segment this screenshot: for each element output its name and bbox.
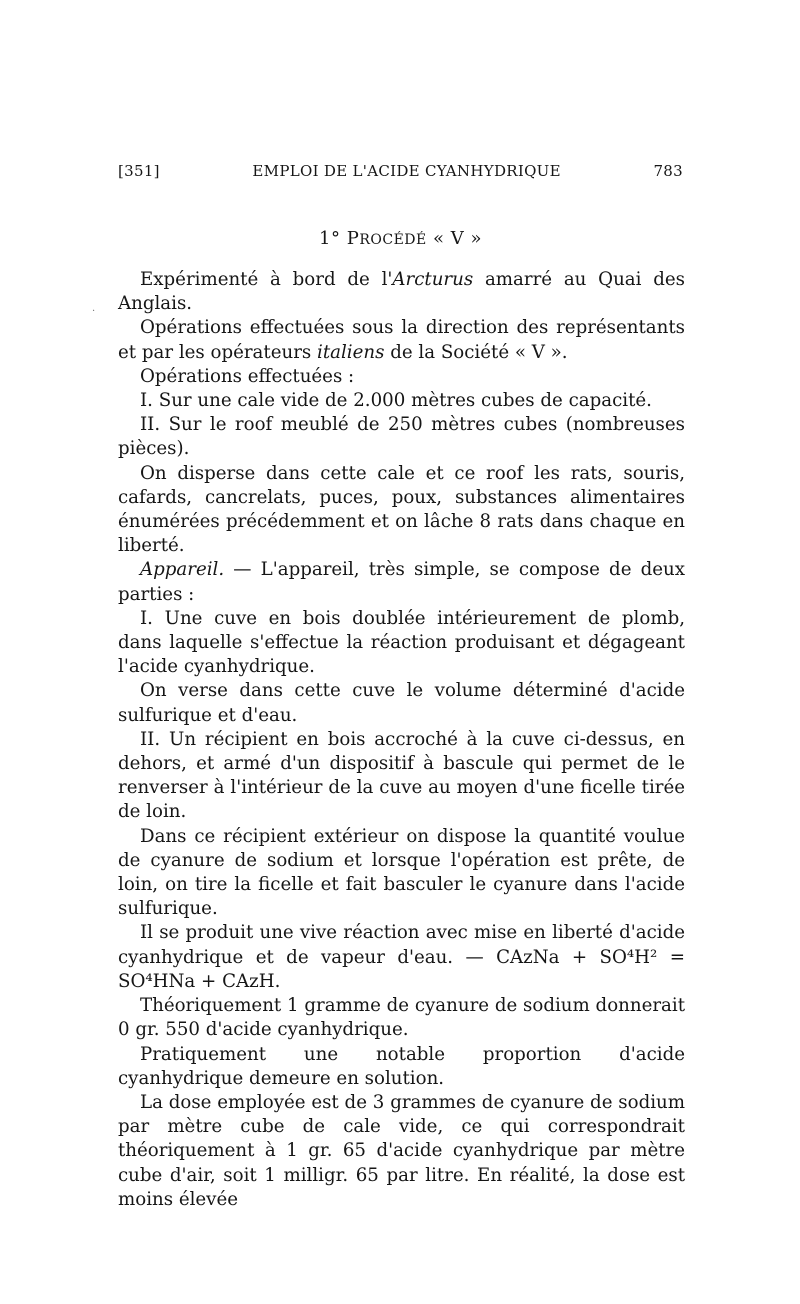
paragraph: II. Un récipient en bois accroché à la cuve ci-dessus, en dehors, et armé d'un dispositif à bascule qui permet de le renverser à l'intérieur de la cuve au moyen d'une ficelle tirée de loin.	[118, 728, 685, 823]
paragraph: Il se produit une vive réaction avec mise en liberté d'acide cyanhydrique et de vapeur d'eau. — CAzNa + SO⁴H² = SO⁴HNa + CAzH.	[118, 922, 685, 992]
ship-name: Arcturus	[392, 269, 474, 290]
section-number: 1°	[319, 228, 341, 249]
process-name: « V »	[432, 228, 482, 249]
header-title: EMPLOI DE L'ACIDE CYANHYDRIQUE	[252, 162, 561, 180]
running-header	[118, 162, 683, 180]
margin-mark: ·	[92, 306, 96, 317]
paragraph: Expérimenté à bord de l'Arcturus amarré au Quai des Anglais.	[118, 269, 685, 315]
paragraph: I. Une cuve en bois doublée intérieurement de plomb, dans laquelle s'effectue la réaction produisant et dégageant l'acide cyanhydrique.	[118, 607, 685, 678]
paragraph: Dans ce récipient extérieur on dispose la quantité voulue de cyanure de sodium et lorsque l'opération est prête, de loin, on tire la ficelle et fait basculer le cyanure dans l'acide sulfurique.	[118, 825, 685, 920]
body-text	[118, 268, 685, 1212]
section-word-rest: ROCÉDÉ	[359, 232, 427, 248]
section-word-initial: P	[346, 228, 360, 249]
paragraph: On disperse dans cette cale et ce roof les rats, souris, cafards, cancrelats, puces, poux, substances alimentaires énumérées précédemment et on lâche 8 rats dans chaque en liberté.	[118, 462, 685, 557]
page-number: 783	[653, 162, 683, 180]
paragraph: Théoriquement 1 gramme de cyanure de sodium donnerait 0 gr. 550 d'acide cyanhydrique.	[118, 995, 685, 1041]
paragraph: Pratiquement une notable proportion d'acide cyanhydrique demeure en solution.	[118, 1043, 685, 1089]
paragraph: La dose employée est de 3 grammes de cyanure de sodium par mètre cube de cale vide, ce qui correspondrait théoriquement à 1 gr. 65 d'acide cyanhydrique par mètre cube d'air, soit 1 milligr. 65 par litre. En réalité, la dose est moins élevée	[118, 1091, 685, 1210]
subheading: Appareil.	[140, 559, 225, 581]
paragraph: II. Sur le roof meublé de 250 mètres cubes (nombreuses pièces).	[118, 414, 685, 460]
paragraph: Opérations effectuées :	[140, 365, 355, 387]
emphasis: italiens	[317, 341, 385, 363]
paragraph: Appareil. — L'appareil, très simple, se compose de deux parties :	[118, 559, 685, 605]
paragraph: Opérations effectuées sous la direction des représentants et par les opérateurs italiens de la Société « V ».	[118, 317, 685, 363]
paragraph: On verse dans cette cuve le volume déterminé d'acide sulfurique et d'eau.	[118, 680, 685, 726]
section-title	[118, 228, 683, 249]
section-word	[346, 228, 427, 249]
header-section-number: [351]	[118, 162, 160, 180]
paragraph: I. Sur une cale vide de 2.000 mètres cubes de capacité.	[140, 390, 652, 412]
